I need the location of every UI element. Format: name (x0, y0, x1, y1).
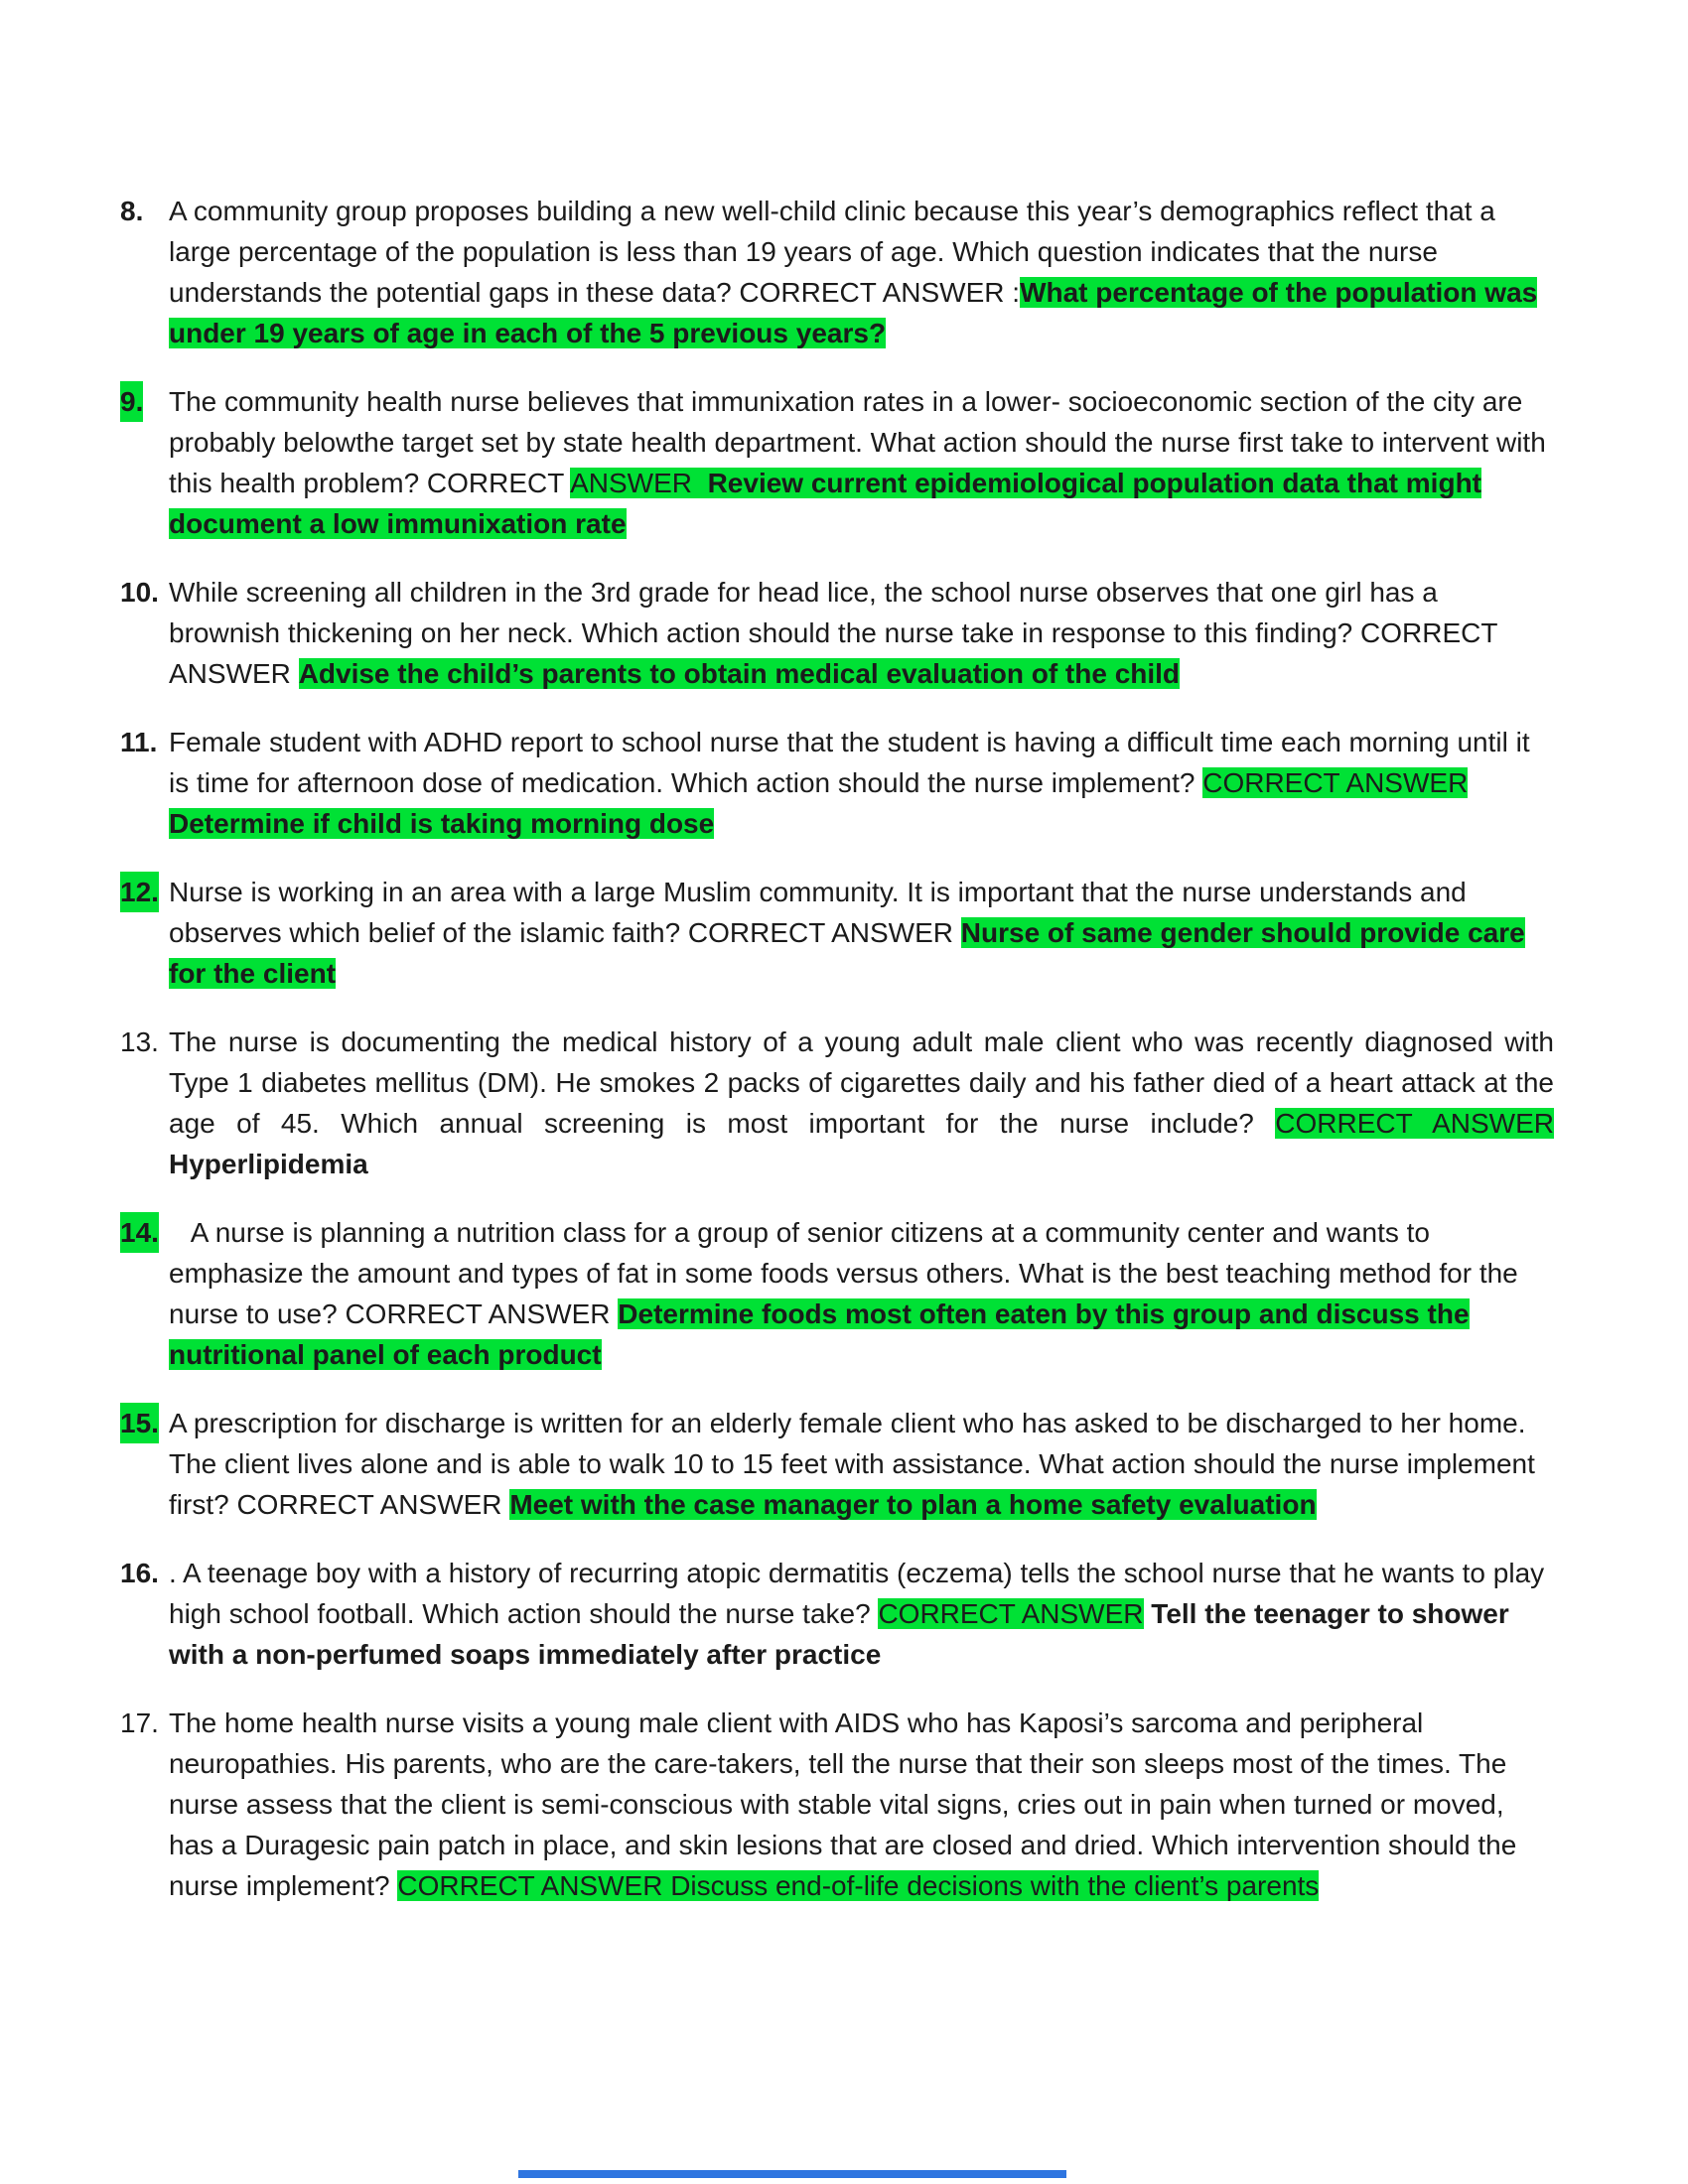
question-number: 12. (120, 872, 159, 912)
correct-answer-label-highlight: CORRECT ANSWER (1202, 767, 1469, 798)
answer-text: Hyperlipidemia (169, 1149, 368, 1179)
question-text: A nurse is planning a nutrition class for a group of senior citizens at a community center and wants to emphasize the amount and types of fat in some foods versus others. What is the best teaching method for the nurse to use? CORRECT ANSWER (169, 1217, 1518, 1329)
question-text: Female student with ADHD report to school nurse that the student is having a difficult time each morning until it is time for afternoon dose of medication. Which action should the nurse implement? (169, 727, 1530, 798)
answer-text-highlight: Advise the child’s parents to obtain medical evaluation of the child (298, 658, 1181, 689)
answer-text-highlight: Determine foods most often eaten by this group and discuss the nutritional panel of each product (169, 1298, 1470, 1370)
correct-answer-label-highlight: CORRECT ANSWER Discuss end-of-life decisions with the client’s parents (397, 1870, 1320, 1901)
question-14 (120, 1212, 1554, 1375)
bottom-blue-bar (518, 2170, 1066, 2178)
correct-answer-label-highlight: CORRECT ANSWER (1275, 1108, 1554, 1139)
question-number: 14. (120, 1212, 159, 1253)
answer-text-highlight: Determine if child is taking morning dose (169, 808, 715, 839)
answer-text-highlight: Review current epidemiological population data that might document a low immunixation rate (169, 468, 1481, 539)
question-text: The home health nurse visits a young male client with AIDS who has Kaposi’s sarcoma and peripheral neuropathies. His parents, who are the care-takers, tell the nurse that their son sleeps most of the times. The nurse assess that the client is semi-conscious with stable vital signs, cries out in pain when turned or moved, has a Duragesic pain patch in place, and skin lesions that are closed and dried. Which intervention should the nurse implement? (169, 1707, 1517, 1901)
question-list (120, 191, 1554, 1934)
answer-text-highlight: Nurse of same gender should provide care for the client (169, 917, 1525, 989)
answer-text-highlight: Meet with the case manager to plan a home safety evaluation (509, 1489, 1317, 1520)
correct-answer-label-highlight: ANSWER (570, 468, 700, 498)
question-number: 15. (120, 1403, 159, 1443)
question-8 (120, 191, 1554, 353)
correct-answer-label-highlight: CORRECT ANSWER (878, 1598, 1144, 1629)
question-text: . A teenage boy with a history of recurring atopic dermatitis (eczema) tells the school nurse that he wants to play high school football. Which action should the nurse take? (169, 1558, 1545, 1629)
question-number: 9. (120, 381, 143, 422)
question-number: 8. (120, 196, 144, 226)
question-text: The nurse is documenting the medical history of a young adult male client who was recently diagnosed with Type 1 diabetes mellitus (DM). He smokes 2 packs of cigarettes daily and his father died of a heart attack at the age of 45. Which annual screening is most important for the nurse include? (169, 1026, 1554, 1139)
question-number: 17. (120, 1707, 159, 1738)
question-16 (120, 1553, 1554, 1675)
question-number: 11. (120, 727, 158, 757)
question-text: While screening all children in the 3rd grade for head lice, the school nurse observes that one girl has a brownish thickening on her neck. Which action should the nurse take in response to this finding? CORRECT ANSWER (169, 577, 1497, 689)
question-text: Nurse is working in an area with a large Muslim community. It is important that the nurse understands and observes which belief of the islamic faith? CORRECT ANSWER (169, 877, 1467, 948)
question-12 (120, 872, 1554, 994)
question-text: The community health nurse believes that immunixation rates in a lower- socioeconomic section of the city are probably belowthe target set by state health department. What action should the nurse first take to intervent with this health problem? CORRECT (169, 386, 1546, 498)
question-number: 13. (120, 1026, 159, 1057)
question-13 (120, 1022, 1554, 1184)
question-number: 16. (120, 1558, 159, 1588)
answer-text: Tell the teenager to shower with a non-perfumed soaps immediately after practice (169, 1598, 1509, 1670)
question-17 (120, 1703, 1554, 1906)
question-9 (120, 381, 1554, 544)
question-text: A community group proposes building a new well-child clinic because this year’s demographics reflect that a large percentage of the population is less than 19 years of age. Which question indicates that the nurse understands the potential gaps in these data? CORRECT ANSWER : (169, 196, 1495, 308)
question-10 (120, 572, 1554, 694)
question-11 (120, 722, 1554, 844)
question-number: 10. (120, 577, 159, 608)
answer-text-highlight: What percentage of the population was under 19 years of age in each of the 5 previous years? (169, 277, 1538, 348)
question-text: A prescription for discharge is written for an elderly female client who has asked to be discharged to her home. The client lives alone and is able to walk 10 to 15 feet with assistance. What action should the nurse implement first? CORRECT ANSWER (169, 1408, 1535, 1520)
question-15 (120, 1403, 1554, 1525)
